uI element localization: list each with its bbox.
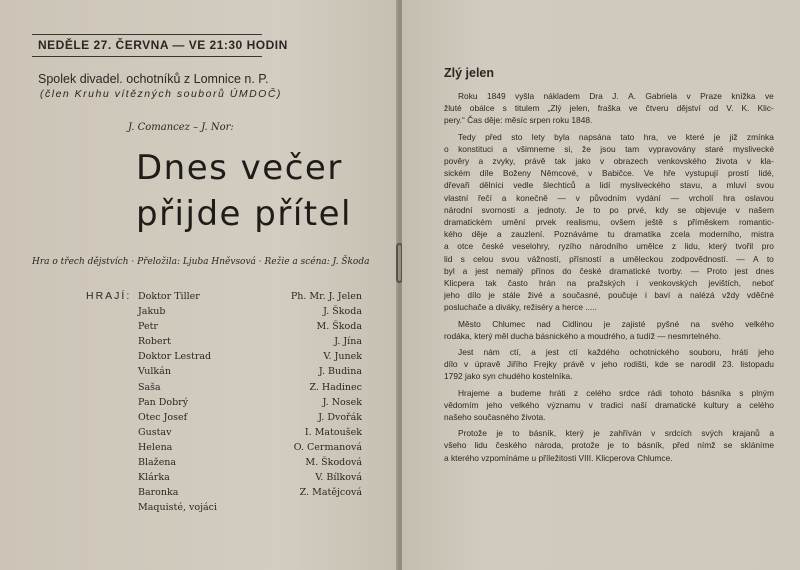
cast-row [138,380,362,395]
article-line: dřevaři dělníci vedle šlechticů a lidí mysliveckého stavu, a mluví svou [444,180,774,191]
cast-row [138,485,362,500]
article-line: dramatickém umění prvek realismu, ovšem ještě s příměskem romantic- [444,217,774,228]
cast-row [138,470,362,485]
cast-role: Klárka [138,472,170,484]
article-line: vlastní řečí a konečně — v původním vydání — vrcholí hra oslavou [444,192,774,203]
article-line: kého děje a zauzlení. Poznáváme tu dramatika zcela moderního, mistra [444,229,774,240]
article-line: Město Chlumec nad Cidlinou je zajisté pyšné na svého velkého [458,318,774,329]
cast-role: Gustav [138,426,172,438]
article-line: sickém díle Boženy Němcové, v Babičce. Ve hře vystupují prostí lidé, [444,168,774,179]
cast-actor: J. Budina [318,366,362,378]
cast-row [138,349,362,364]
article-line: a kterého vzpomínáme u příležitosti VIII. Klicperova Chlumce. [444,452,673,463]
cast-row [138,289,362,304]
article-line: Klicpera tak často hrán na pražských i venkovských jevištích, neboť [444,278,774,289]
cast-row [138,500,362,515]
article-body [444,90,774,464]
article-line: všeho lidu českého národa, protože je to básník, před nímž se skláníme [444,440,774,451]
cast-role: Pan Dobrý [138,396,189,408]
article-line: dílo v úpravě Jiřího Frejky právě v jeho rodišti, kde se narodil 23. listopadu [444,359,774,370]
article-line: žluté obálce s titulem „Zlý jelen, fraška ve čtveru dějství od V. K. Klic- [444,103,774,114]
cast-actor: O. Cermanová [293,441,362,453]
cast-role: Doktor Tiller [138,291,200,302]
cast-actor: V. Bílková [315,472,362,484]
membership-note: (člen Kruhu vítězných souborů ÚMDOČ) [40,88,282,100]
article-line: našeho současného života. [444,412,546,423]
cast-heading: HRAJÍ: [86,290,132,302]
cast-actor: J. Škoda [323,306,362,318]
cast-actor: J. Dvořák [318,411,362,423]
cast-actor: Z. Hadinec [309,381,362,393]
article-line: Tedy před sto lety byla napsána tato hra, ve které je již zmínka [458,131,774,142]
cast-role: Petr [138,321,158,333]
cast-role: Helena [138,441,173,453]
cast-actor: M. Škoda [316,321,362,333]
cast-role: Saša [138,381,161,393]
cast-role: Maquisté, vojáci [138,502,218,514]
article-line: Protože je to básník, který je zahříván v srdcích svých krajanů a [458,428,774,439]
cast-row [138,364,362,379]
cast-row [138,334,362,349]
cast-actor: V. Junek [323,351,362,363]
article-line: a otce české veselohry, ryzího národního umělce z lidu, který tvořil pro [444,241,774,252]
article-line: Roku 1849 vyšla nákladem Dra J. A. Gabriela v Praze knížka ve [458,91,774,101]
cast-row [138,455,362,470]
cast-row [138,425,362,440]
cast-row [138,319,362,334]
left-page [0,0,398,570]
cast-actor: Ph. Mr. J. Jelen [290,291,362,302]
cast-row [138,395,362,410]
play-title-line-2: přijde přítel [136,194,352,234]
cast-actor: I. Matoušek [304,426,362,438]
cast-role: Jakub [138,306,166,318]
article-title: Zlý jelen [444,66,495,80]
cast-row [138,410,362,425]
cast-role: Doktor Lestrad [138,351,212,363]
article-line: pery.“ Čas děje: měsíc srpen roku 1848. [444,115,593,126]
cast-role: Otec Josef [138,411,188,423]
cast-role: Baronka [138,487,179,499]
cast-actor: M. Škodová [305,457,362,469]
article-line: lid s celou svou vážností, přísností a uměleckou zodpovědností. — A to [444,253,774,264]
cast-role: Blažena [138,457,177,469]
article-line: posluchače a diváky, režiséry a herce ..... [444,302,597,313]
cast-actor: Z. Matějcová [299,487,362,499]
cast-row [138,304,362,319]
performance-dateline: NEDĚLE 27. ČERVNA — VE 21:30 HODIN [38,38,288,52]
article-line: jeho dílo je stále živé a současné, poučuje i baví a nalézá vždy vděčné [444,290,774,301]
cast-role: Robert [138,336,171,348]
cast-row [138,440,362,455]
cast-actor: J. Nosek [322,396,362,408]
article-line: 1792 jako syn chudého kostelníka. [444,371,573,382]
cast-actor: J. Jína [334,336,362,348]
article-line: pověry a zvyky, právě tak jako v obrazech venkovského života v kla- [444,156,774,167]
cast-role: Vulkán [138,366,171,378]
article-line: byl a jest nemalý přínos do české dramatické tvorby. — Proto jest dnes [444,265,774,276]
divider [32,56,262,57]
play-authors: J. Comancez – J. Nor: [128,122,234,133]
cast-list [138,289,362,515]
article-line: rodáka, který měl ducha básnického a moudrého, a tudíž — nesmrtelného. [444,330,721,341]
article-line: o konstituci a všimneme si, že jsou tam vypravovány staré myslivecké [444,143,774,154]
play-title-line-1: Dnes večer [136,148,343,188]
article-line: Hrajeme a budeme hráti z celého srdce rádi tohoto básníka s plným [458,387,774,398]
article-line: národní svornosti a jednoty. Je to po prvé, kdy se objevuje v našem [444,204,774,215]
production-credits: Hra o třech dějstvích · Přeložila: Ljuba Hněvsová · Režie a scéna: J. Škoda [32,257,370,267]
article-line: Jest nám ctí, a jest ctí každého ochotnického souboru, hráti jeho [458,347,774,358]
article-line: vědomím jeho velkého významu v tradici naší dramatické kultury a celého [444,399,774,410]
divider [32,34,262,35]
society-name: Spolek divadel. ochotníků z Lomnice n. P. [38,72,269,86]
